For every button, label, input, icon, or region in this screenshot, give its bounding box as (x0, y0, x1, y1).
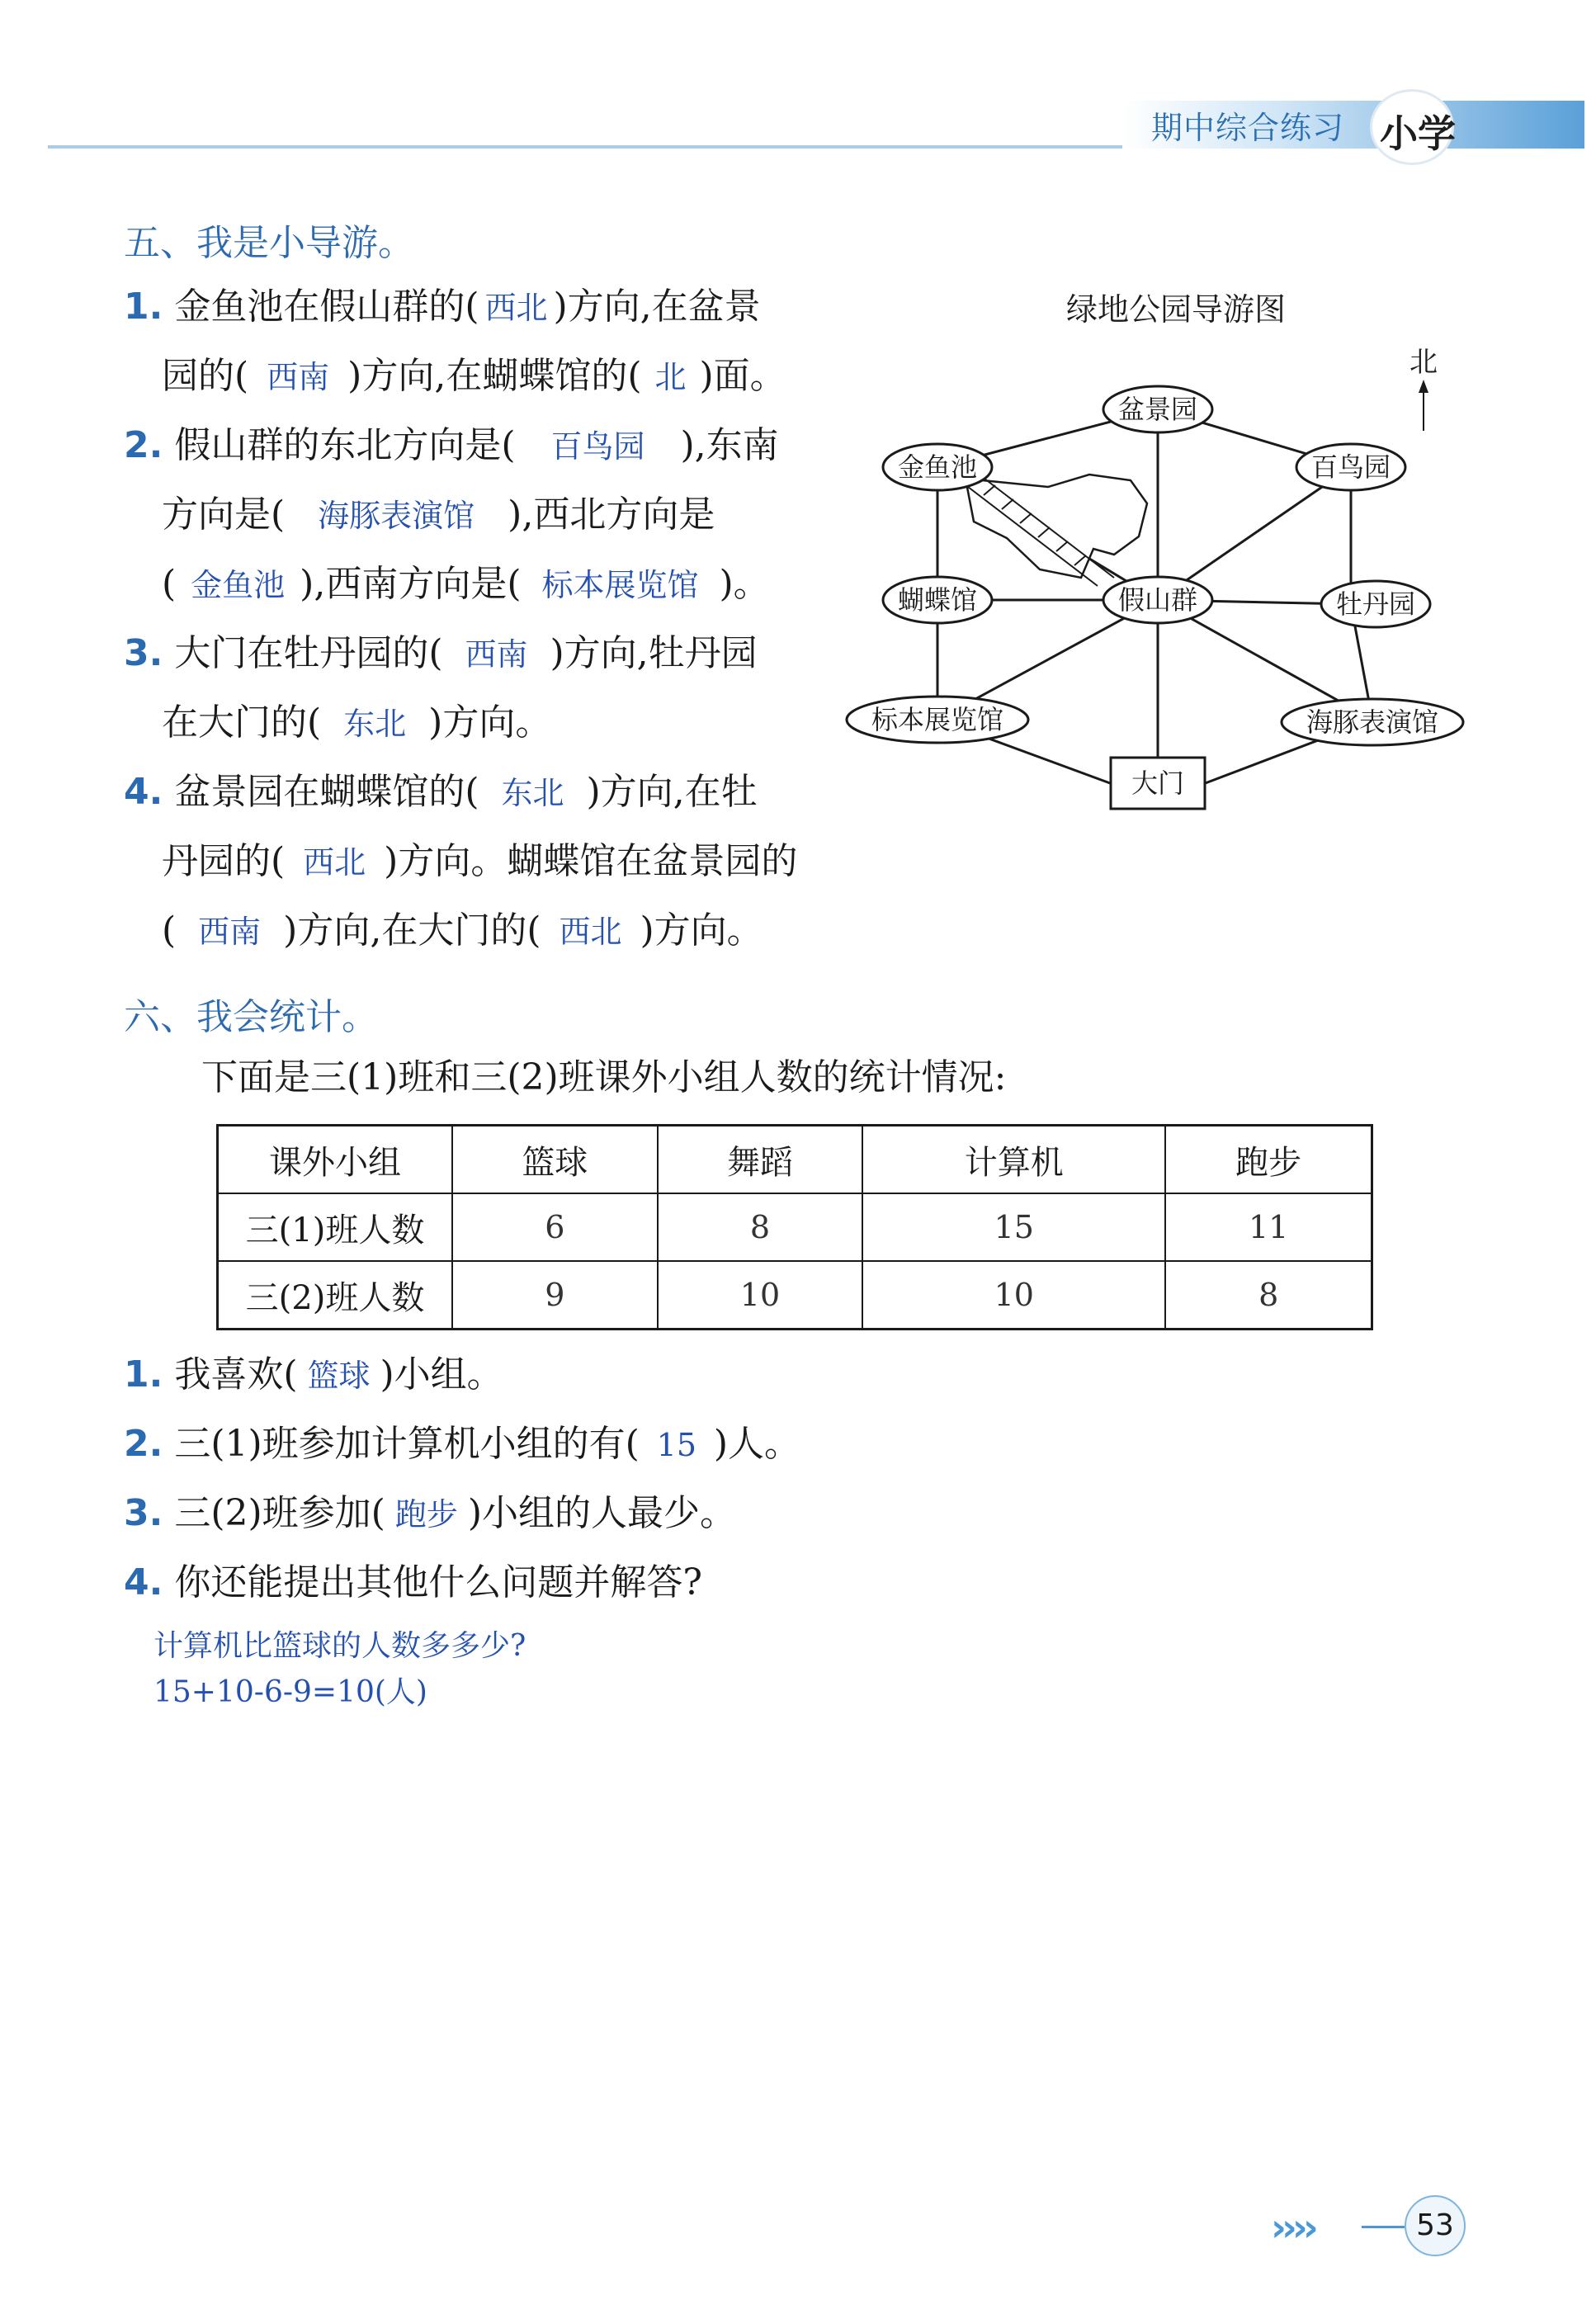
text: 丹园的( (162, 840, 286, 882)
s6-q3 (124, 1489, 736, 1539)
table-header-row (218, 1126, 1372, 1194)
table-cell: 8 (1165, 1261, 1372, 1330)
s5-q2-line3 (162, 560, 770, 610)
text: )人。 (713, 1423, 801, 1465)
north-label: 北 (1409, 346, 1438, 379)
s5-q3-line1 (124, 629, 758, 679)
s5-q1-line1 (124, 282, 761, 333)
table-cell: 10 (862, 1261, 1165, 1330)
s5-q2-answer-3: 金鱼池 (191, 567, 286, 603)
s5-q2-line1 (124, 421, 779, 471)
text: 你还能提出其他什么问题并解答? (174, 1561, 702, 1604)
stats-table (216, 1124, 1373, 1330)
text: )方向,牡丹园 (550, 632, 758, 674)
map-title: 绿地公园导游图 (1066, 291, 1287, 328)
s5-q1-number: 1. (124, 286, 163, 328)
text: )小组的人最少。 (467, 1492, 737, 1534)
park-map (842, 338, 1485, 834)
s5-q1-answer-2: 西南 (267, 359, 330, 395)
s5-q2-answer-2: 海豚表演馆 (318, 498, 475, 534)
s5-q4-line2 (162, 837, 797, 887)
s5-q4-line3 (162, 906, 763, 956)
s5-q4-answer-1: 东北 (501, 775, 564, 811)
text: 方向是( (162, 494, 286, 536)
text: )方向,在盆景 (553, 286, 761, 328)
text: )方向,在牡 (586, 771, 758, 813)
s5-q4-answer-4: 西北 (559, 914, 622, 950)
node-penjing-label: 盆景园 (1117, 394, 1198, 425)
text: 三(2)班参加( (174, 1492, 385, 1534)
node-hudie-label: 蝴蝶馆 (897, 584, 978, 616)
node-damen-label: 大门 (1131, 768, 1185, 799)
text: )面。 (699, 355, 786, 397)
section-6-heading: 六、我会统计。 (124, 996, 378, 1038)
text: 我喜欢( (174, 1353, 298, 1396)
text: 在大门的( (162, 701, 322, 744)
table-header-cell: 跑步 (1165, 1126, 1372, 1194)
s5-q2-answer-4: 标本展览馆 (541, 567, 699, 603)
s6-q3-answer: 跑步 (394, 1496, 458, 1533)
text: )。 (719, 563, 770, 605)
text: 假山群的东北方向是( (174, 424, 516, 466)
table-header-cell: 课外小组 (218, 1126, 453, 1194)
s6-q4-answer-question: 计算机比篮球的人数多多少? (153, 1629, 526, 1663)
table-cell: 6 (452, 1193, 658, 1261)
s6-q1 (124, 1350, 503, 1400)
s6-q2 (124, 1419, 800, 1470)
table-cell: 9 (452, 1261, 658, 1330)
text: ),东南 (680, 424, 779, 466)
s6-q3-number: 3. (124, 1492, 163, 1534)
s6-q2-answer: 15 (656, 1427, 697, 1463)
s5-q3-number: 3. (124, 632, 163, 674)
text: 金鱼池在假山群的( (174, 286, 479, 328)
text: 大门在牡丹园的( (174, 632, 443, 674)
header-title: 期中综合练习 (1151, 110, 1345, 146)
s5-q3-line2 (162, 698, 551, 749)
s5-q4-line1 (124, 768, 758, 818)
text: )方向。 (640, 909, 763, 952)
text: ),西北方向是 (508, 494, 715, 536)
table-row-label: 三(2)班人数 (218, 1261, 453, 1330)
rockery-outline (966, 475, 1147, 578)
text: )方向。 (428, 701, 552, 744)
table-header-cell: 篮球 (452, 1126, 658, 1194)
s6-q4-answer-calculation: 15+10-6-9=10(人) (153, 1675, 427, 1709)
table-row (218, 1193, 1372, 1261)
north-arrow-icon (1419, 380, 1428, 393)
s5-q4-number: 4. (124, 771, 163, 813)
s5-q1-line2 (162, 352, 786, 402)
s6-q2-number: 2. (124, 1423, 163, 1465)
header-badge-label: 小学 (1380, 111, 1456, 156)
text: )方向。蝴蝶馆在盆景园的 (384, 840, 798, 882)
footer-arrows-icon: ›››› (1271, 2205, 1314, 2250)
s5-q4-answer-2: 西北 (303, 844, 366, 881)
footer-dash (1362, 2226, 1405, 2228)
page-number: 53 (1405, 2195, 1466, 2256)
table-row (218, 1261, 1372, 1330)
s5-q3-answer-2: 东北 (343, 706, 407, 742)
text: ),西南方向是( (300, 563, 522, 605)
s5-q4-answer-3: 西南 (198, 914, 262, 950)
node-bainiao-label: 百鸟园 (1310, 451, 1391, 483)
s5-q1-answer-3: 北 (654, 359, 687, 395)
s5-q3-answer-1: 西南 (465, 636, 528, 673)
s6-q4 (124, 1558, 702, 1608)
table-cell: 15 (862, 1193, 1165, 1261)
text: 园的( (162, 355, 249, 397)
text: 三(1)班参加计算机小组的有( (174, 1423, 640, 1465)
table-cell: 10 (658, 1261, 863, 1330)
s6-q4-number: 4. (124, 1561, 163, 1604)
text: )小组。 (380, 1353, 503, 1396)
s5-q2-line2 (162, 490, 715, 541)
s6-q1-number: 1. (124, 1353, 163, 1396)
text: 盆景园在蝴蝶馆的( (174, 771, 479, 813)
table-header-cell: 舞蹈 (658, 1126, 863, 1194)
text: ( (162, 909, 177, 952)
s5-q2-answer-1: 百鸟园 (550, 428, 645, 465)
s5-q1-answer-1: 西北 (484, 290, 548, 326)
node-mudan-label: 牡丹园 (1335, 588, 1416, 620)
node-jiashan-label: 假山群 (1117, 584, 1198, 616)
s6-q1-answer: 篮球 (307, 1358, 371, 1394)
node-biaoben-label: 标本展览馆 (871, 704, 1004, 735)
table-cell: 11 (1165, 1193, 1372, 1261)
text: )方向,在大门的( (283, 909, 541, 952)
section-5-heading: 五、我是小导游。 (124, 222, 414, 264)
table-header-cell: 计算机 (862, 1126, 1165, 1194)
table-cell: 8 (658, 1193, 863, 1261)
text: ( (162, 563, 177, 605)
text: )方向,在蝴蝶馆的( (347, 355, 642, 397)
section-6-intro: 下面是三(1)班和三(2)班课外小组人数的统计情况: (201, 1056, 1007, 1098)
node-haitun-label: 海豚表演馆 (1306, 706, 1439, 738)
table-row-label: 三(1)班人数 (218, 1193, 453, 1261)
s5-q2-number: 2. (124, 424, 163, 466)
node-jinyuchi-label: 金鱼池 (897, 451, 978, 483)
